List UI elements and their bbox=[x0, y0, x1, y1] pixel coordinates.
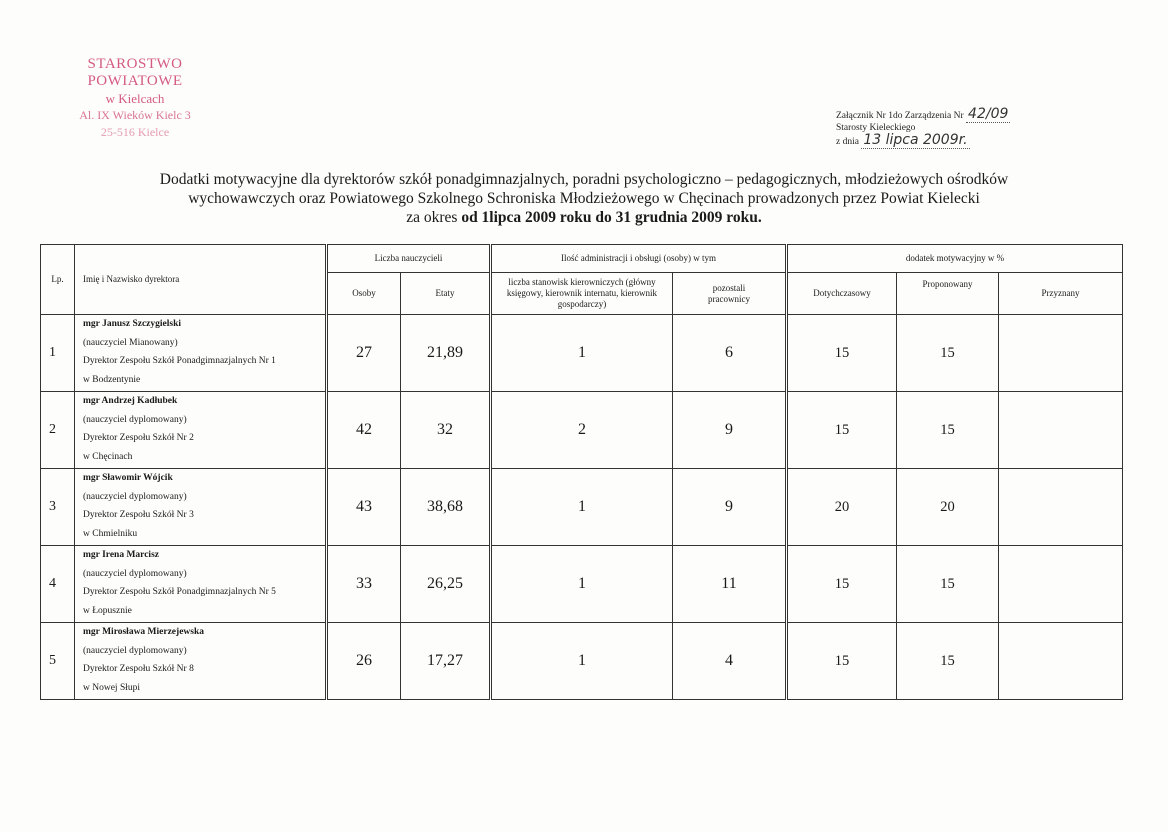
stamp-line-4: 25-516 Kielce bbox=[100, 125, 170, 139]
table-row bbox=[41, 546, 1123, 623]
table-row bbox=[41, 392, 1123, 469]
persons-cell: 27 bbox=[327, 315, 401, 392]
etaty-cell: 21,89 bbox=[401, 315, 491, 392]
other-cell: 9 bbox=[673, 469, 787, 546]
director-cell bbox=[75, 546, 327, 623]
etaty-cell: 26,25 bbox=[401, 546, 491, 623]
director-position: Dyrektor Zespołu Szkół Nr 8 bbox=[83, 664, 194, 674]
director-status: (nauczyciel dyplomowany) bbox=[83, 414, 187, 425]
proposed-bonus-cell: 15 bbox=[897, 315, 999, 392]
granted-bonus-cell bbox=[999, 546, 1123, 623]
row-lp: 1 bbox=[41, 315, 75, 392]
director-cell bbox=[75, 623, 327, 700]
granted-bonus-cell bbox=[999, 469, 1123, 546]
managerial-cell: 1 bbox=[491, 469, 673, 546]
annex-line-2: Starosty Kieleckiego bbox=[836, 123, 916, 133]
director-name: mgr Janusz Szczygielski bbox=[83, 319, 181, 329]
director-status: (nauczyciel dyplomowany) bbox=[83, 568, 187, 579]
stamp-line-3: Al. IX Wieków Kielc 3 bbox=[79, 108, 191, 122]
row-lp: 2 bbox=[41, 392, 75, 469]
granted-bonus-cell bbox=[999, 315, 1123, 392]
table-row bbox=[41, 623, 1123, 700]
annex-note bbox=[836, 108, 1010, 148]
persons-cell: 33 bbox=[327, 546, 401, 623]
table-row bbox=[41, 469, 1123, 546]
persons-cell: 26 bbox=[327, 623, 401, 700]
header-persons: Osoby bbox=[327, 273, 401, 315]
director-place: w Łopusznie bbox=[83, 605, 132, 616]
director-name: mgr Sławomir Wójcik bbox=[83, 473, 173, 483]
header-granted: Przyznany bbox=[999, 273, 1123, 315]
header-current: Dotychczasowy bbox=[787, 273, 897, 315]
annex-line-3: z dnia bbox=[836, 137, 859, 147]
header-etaty: Etaty bbox=[401, 273, 491, 315]
director-name: mgr Mirosława Mierzejewska bbox=[83, 627, 204, 637]
director-place: w Nowej Słupi bbox=[83, 682, 140, 693]
director-status: (nauczyciel Mianowany) bbox=[83, 337, 178, 348]
table-row bbox=[41, 315, 1123, 392]
proposed-bonus-cell: 15 bbox=[897, 392, 999, 469]
title-line-2: wychowawczych oraz Powiatowego Szkolnego Schroniska Młodzieżowego w Chęcinach prowadzonych przez Powiat Kielecki bbox=[188, 190, 980, 207]
header-other: pozostali pracownicy bbox=[673, 273, 787, 315]
managerial-cell: 1 bbox=[491, 546, 673, 623]
director-status: (nauczyciel dyplomowany) bbox=[83, 491, 187, 502]
stamp-line-1: STAROSTWO POWIATOWE bbox=[87, 56, 183, 89]
other-cell: 6 bbox=[673, 315, 787, 392]
other-cell: 9 bbox=[673, 392, 787, 469]
header-admin: Ilość administracji i obsługi (osoby) w tym bbox=[491, 245, 787, 273]
etaty-cell: 38,68 bbox=[401, 469, 491, 546]
current-bonus-cell: 15 bbox=[787, 315, 897, 392]
annex-line-1: Załącznik Nr 1do Zarządzenia Nr bbox=[836, 111, 964, 121]
other-cell: 4 bbox=[673, 623, 787, 700]
director-status: (nauczyciel dyplomowany) bbox=[83, 645, 187, 656]
current-bonus-cell: 20 bbox=[787, 469, 897, 546]
granted-bonus-cell bbox=[999, 623, 1123, 700]
director-cell bbox=[75, 392, 327, 469]
header-bonus: dodatek motywacyjny w % bbox=[787, 245, 1123, 273]
director-position: Dyrektor Zespołu Szkół Nr 3 bbox=[83, 510, 194, 520]
proposed-bonus-cell: 15 bbox=[897, 546, 999, 623]
handwritten-date: 13 lipca 2009r. bbox=[863, 132, 968, 148]
title-period: od 1lipca 2009 roku do 31 grudnia 2009 roku. bbox=[461, 209, 762, 226]
managerial-cell: 2 bbox=[491, 392, 673, 469]
etaty-cell: 17,27 bbox=[401, 623, 491, 700]
etaty-cell: 32 bbox=[401, 392, 491, 469]
persons-cell: 43 bbox=[327, 469, 401, 546]
header-proposed: Proponowany bbox=[897, 273, 999, 315]
current-bonus-cell: 15 bbox=[787, 623, 897, 700]
director-position: Dyrektor Zespołu Szkół Nr 2 bbox=[83, 433, 194, 443]
document-title bbox=[60, 170, 1108, 227]
row-lp: 4 bbox=[41, 546, 75, 623]
managerial-cell: 1 bbox=[491, 315, 673, 392]
header-teachers: Liczba nauczycieli bbox=[327, 245, 491, 273]
director-cell bbox=[75, 315, 327, 392]
director-name: mgr Andrzej Kadłubek bbox=[83, 396, 178, 406]
title-line-1: Dodatki motywacyjne dla dyrektorów szkół ponadgimnazjalnych, poradni psychologiczno – pedagogicznych, młodzieżowych ośrodków bbox=[159, 171, 1009, 188]
office-stamp bbox=[40, 56, 230, 141]
title-line-3-prefix: za okres bbox=[406, 209, 458, 226]
handwritten-decree-number: 42/09 bbox=[968, 106, 1009, 122]
director-place: w Chęcinach bbox=[83, 451, 133, 462]
director-place: w Bodzentynie bbox=[83, 374, 141, 385]
director-position: Dyrektor Zespołu Szkół Ponadgimnazjalnych Nr 1 bbox=[83, 356, 276, 366]
header-name: Imię i Nazwisko dyrektora bbox=[75, 245, 327, 315]
row-lp: 3 bbox=[41, 469, 75, 546]
current-bonus-cell: 15 bbox=[787, 546, 897, 623]
other-cell: 11 bbox=[673, 546, 787, 623]
proposed-bonus-cell: 15 bbox=[897, 623, 999, 700]
director-position: Dyrektor Zespołu Szkół Ponadgimnazjalnych Nr 5 bbox=[83, 587, 276, 597]
persons-cell: 42 bbox=[327, 392, 401, 469]
proposed-bonus-cell: 20 bbox=[897, 469, 999, 546]
director-place: w Chmielniku bbox=[83, 528, 138, 539]
row-lp: 5 bbox=[41, 623, 75, 700]
managerial-cell: 1 bbox=[491, 623, 673, 700]
granted-bonus-cell bbox=[999, 392, 1123, 469]
director-name: mgr Irena Marcisz bbox=[83, 550, 159, 560]
header-managerial: liczba stanowisk kierowniczych (główny księgowy, kierownik internatu, kierownik gospodarczy) bbox=[491, 273, 673, 315]
bonus-table bbox=[40, 244, 1123, 700]
current-bonus-cell: 15 bbox=[787, 392, 897, 469]
director-cell bbox=[75, 469, 327, 546]
header-lp: Lp. bbox=[41, 245, 75, 315]
stamp-line-2: w Kielcach bbox=[105, 91, 165, 106]
